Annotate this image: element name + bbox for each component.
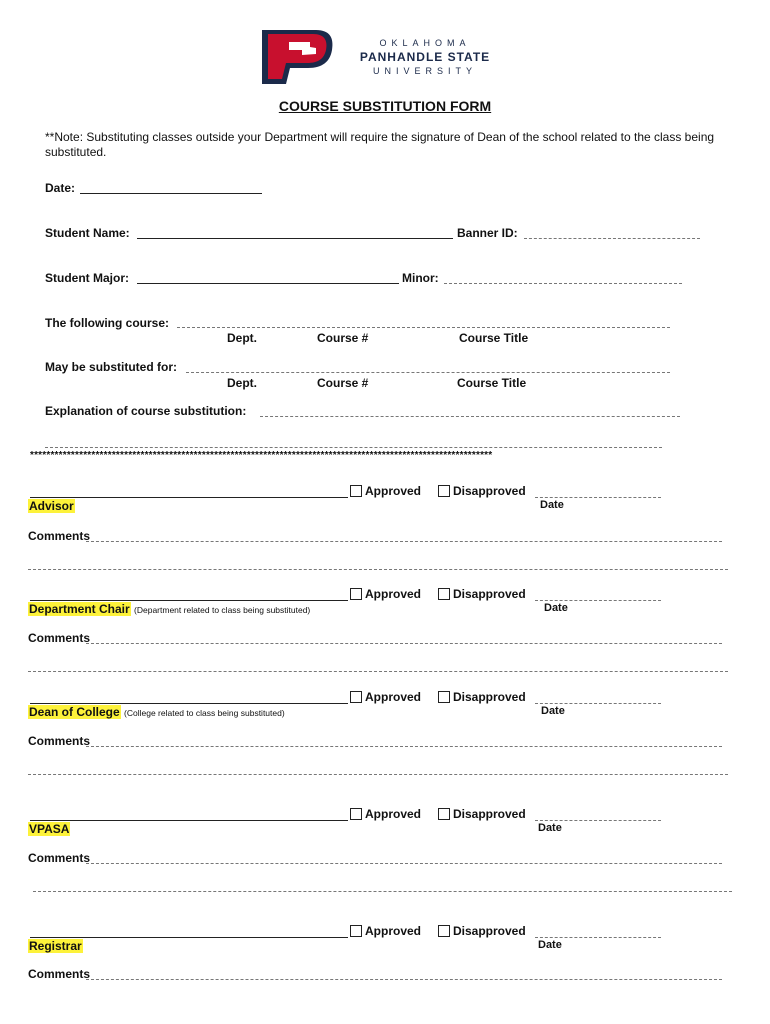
dean-signature-line[interactable] <box>30 703 348 704</box>
vpasa-comments-line2[interactable] <box>33 891 732 892</box>
registrar-role-label: Registrar <box>29 939 82 953</box>
dean-date-field[interactable] <box>535 703 661 704</box>
advisor-approved-checkbox[interactable] <box>350 485 362 497</box>
substituted-for-field[interactable] <box>186 372 670 373</box>
advisor-disapproved-option[interactable] <box>438 484 526 498</box>
registrar-signature-line[interactable] <box>30 937 348 938</box>
dean-approved-option[interactable] <box>350 690 421 704</box>
logo-wordmark <box>340 38 510 76</box>
substituted-course-title-caption: Course Title <box>457 376 527 390</box>
explanation-field-line2[interactable] <box>45 447 662 448</box>
student-major-field[interactable] <box>137 283 399 284</box>
dean-date-caption: Date <box>541 705 565 717</box>
disapproved-label: Disapproved <box>453 690 526 704</box>
disapproved-label: Disapproved <box>453 807 526 821</box>
form-title: COURSE SUBSTITUTION FORM <box>278 98 492 114</box>
following-course-field[interactable] <box>177 327 670 328</box>
minor-field[interactable] <box>444 283 682 284</box>
dean-approved-checkbox[interactable] <box>350 691 362 703</box>
vpasa-disapproved-checkbox[interactable] <box>438 808 450 820</box>
chair-approved-checkbox[interactable] <box>350 588 362 600</box>
vpasa-signature-line[interactable] <box>30 820 348 821</box>
registrar-date-caption: Date <box>538 939 562 951</box>
following-dept-caption: Dept. <box>227 331 257 345</box>
approved-label: Approved <box>365 690 422 704</box>
advisor-date-field[interactable] <box>535 497 661 498</box>
chair-disapproved-checkbox[interactable] <box>438 588 450 600</box>
vpasa-role-label: VPASA <box>29 822 70 836</box>
vpasa-disapproved-option[interactable] <box>438 807 526 821</box>
chair-disapproved-option[interactable] <box>438 587 526 601</box>
disapproved-label: Disapproved <box>453 587 526 601</box>
dean-comments-field[interactable] <box>86 746 722 747</box>
registrar-comments-field[interactable] <box>86 979 722 980</box>
disapproved-label: Disapproved <box>453 924 526 938</box>
logo-line-oklahoma: OKLAHOMA <box>379 38 471 48</box>
registrar-comments-label: Comments <box>28 967 91 981</box>
separator-asterisks: ***************************************************************************************************************** <box>30 450 493 461</box>
dean-role-note: (College related to class being substituted) <box>124 708 285 718</box>
dean-disapproved-option[interactable] <box>438 690 526 704</box>
vpasa-date-caption: Date <box>538 822 562 834</box>
chair-role-note: (Department related to class being substituted) <box>134 605 311 615</box>
explanation-label: Explanation of course substitution: <box>45 404 247 418</box>
substituted-course-num-caption: Course # <box>317 376 369 390</box>
chair-signature-line[interactable] <box>30 600 348 601</box>
chair-date-field[interactable] <box>535 600 661 601</box>
advisor-comments-label: Comments <box>28 529 91 543</box>
approved-label: Approved <box>365 484 422 498</box>
advisor-date-caption: Date <box>540 499 564 511</box>
registrar-date-field[interactable] <box>535 937 661 938</box>
advisor-comments-line2[interactable] <box>28 569 728 570</box>
disapproved-label: Disapproved <box>453 484 526 498</box>
approved-label: Approved <box>365 807 422 821</box>
advisor-approved-option[interactable] <box>350 484 421 498</box>
registrar-approved-option[interactable] <box>350 924 421 938</box>
advisor-signature-line[interactable] <box>30 497 348 498</box>
minor-label: Minor: <box>402 271 439 285</box>
logo-line-panhandle: PANHANDLE STATE <box>359 50 491 64</box>
chair-comments-field[interactable] <box>86 643 722 644</box>
dean-disapproved-checkbox[interactable] <box>438 691 450 703</box>
advisor-role-label: Advisor <box>29 499 74 513</box>
following-course-title-caption: Course Title <box>459 331 529 345</box>
date-label: Date: <box>45 181 76 195</box>
substituted-dept-caption: Dept. <box>227 376 257 390</box>
dean-comments-label: Comments <box>28 734 91 748</box>
vpasa-approved-option[interactable] <box>350 807 421 821</box>
logo-line-university: UNIVERSITY <box>372 66 477 76</box>
student-name-field[interactable] <box>137 238 453 239</box>
date-field[interactable] <box>80 193 262 194</box>
university-logo-icon <box>258 28 334 86</box>
registrar-disapproved-checkbox[interactable] <box>438 925 450 937</box>
banner-id-field[interactable] <box>524 238 700 239</box>
banner-id-label: Banner ID: <box>457 226 518 240</box>
chair-comments-line2[interactable] <box>28 671 728 672</box>
advisor-comments-field[interactable] <box>86 541 722 542</box>
chair-role-label: Department Chair (Department related to class being substituted) <box>29 602 311 616</box>
vpasa-approved-checkbox[interactable] <box>350 808 362 820</box>
approved-label: Approved <box>365 587 422 601</box>
chair-approved-option[interactable] <box>350 587 421 601</box>
registrar-approved-checkbox[interactable] <box>350 925 362 937</box>
dean-comments-line2[interactable] <box>28 774 728 775</box>
chair-date-caption: Date <box>544 602 568 614</box>
vpasa-comments-label: Comments <box>28 851 91 865</box>
approved-label: Approved <box>365 924 422 938</box>
vpasa-comments-field[interactable] <box>86 863 722 864</box>
student-major-label: Student Major: <box>45 271 129 285</box>
dean-role-label: Dean of College (College related to class being substituted) <box>29 705 285 719</box>
form-note: **Note: Substituting classes outside your Department will require the signature of Dean of the school related to the class being substituted. <box>45 130 715 159</box>
explanation-field[interactable] <box>260 416 680 417</box>
student-name-label: Student Name: <box>45 226 130 240</box>
substituted-for-label: May be substituted for: <box>45 360 178 374</box>
advisor-disapproved-checkbox[interactable] <box>438 485 450 497</box>
following-course-label: The following course: <box>45 316 170 330</box>
vpasa-date-field[interactable] <box>535 820 661 821</box>
following-course-num-caption: Course # <box>317 331 369 345</box>
registrar-disapproved-option[interactable] <box>438 924 526 938</box>
chair-comments-label: Comments <box>28 631 91 645</box>
